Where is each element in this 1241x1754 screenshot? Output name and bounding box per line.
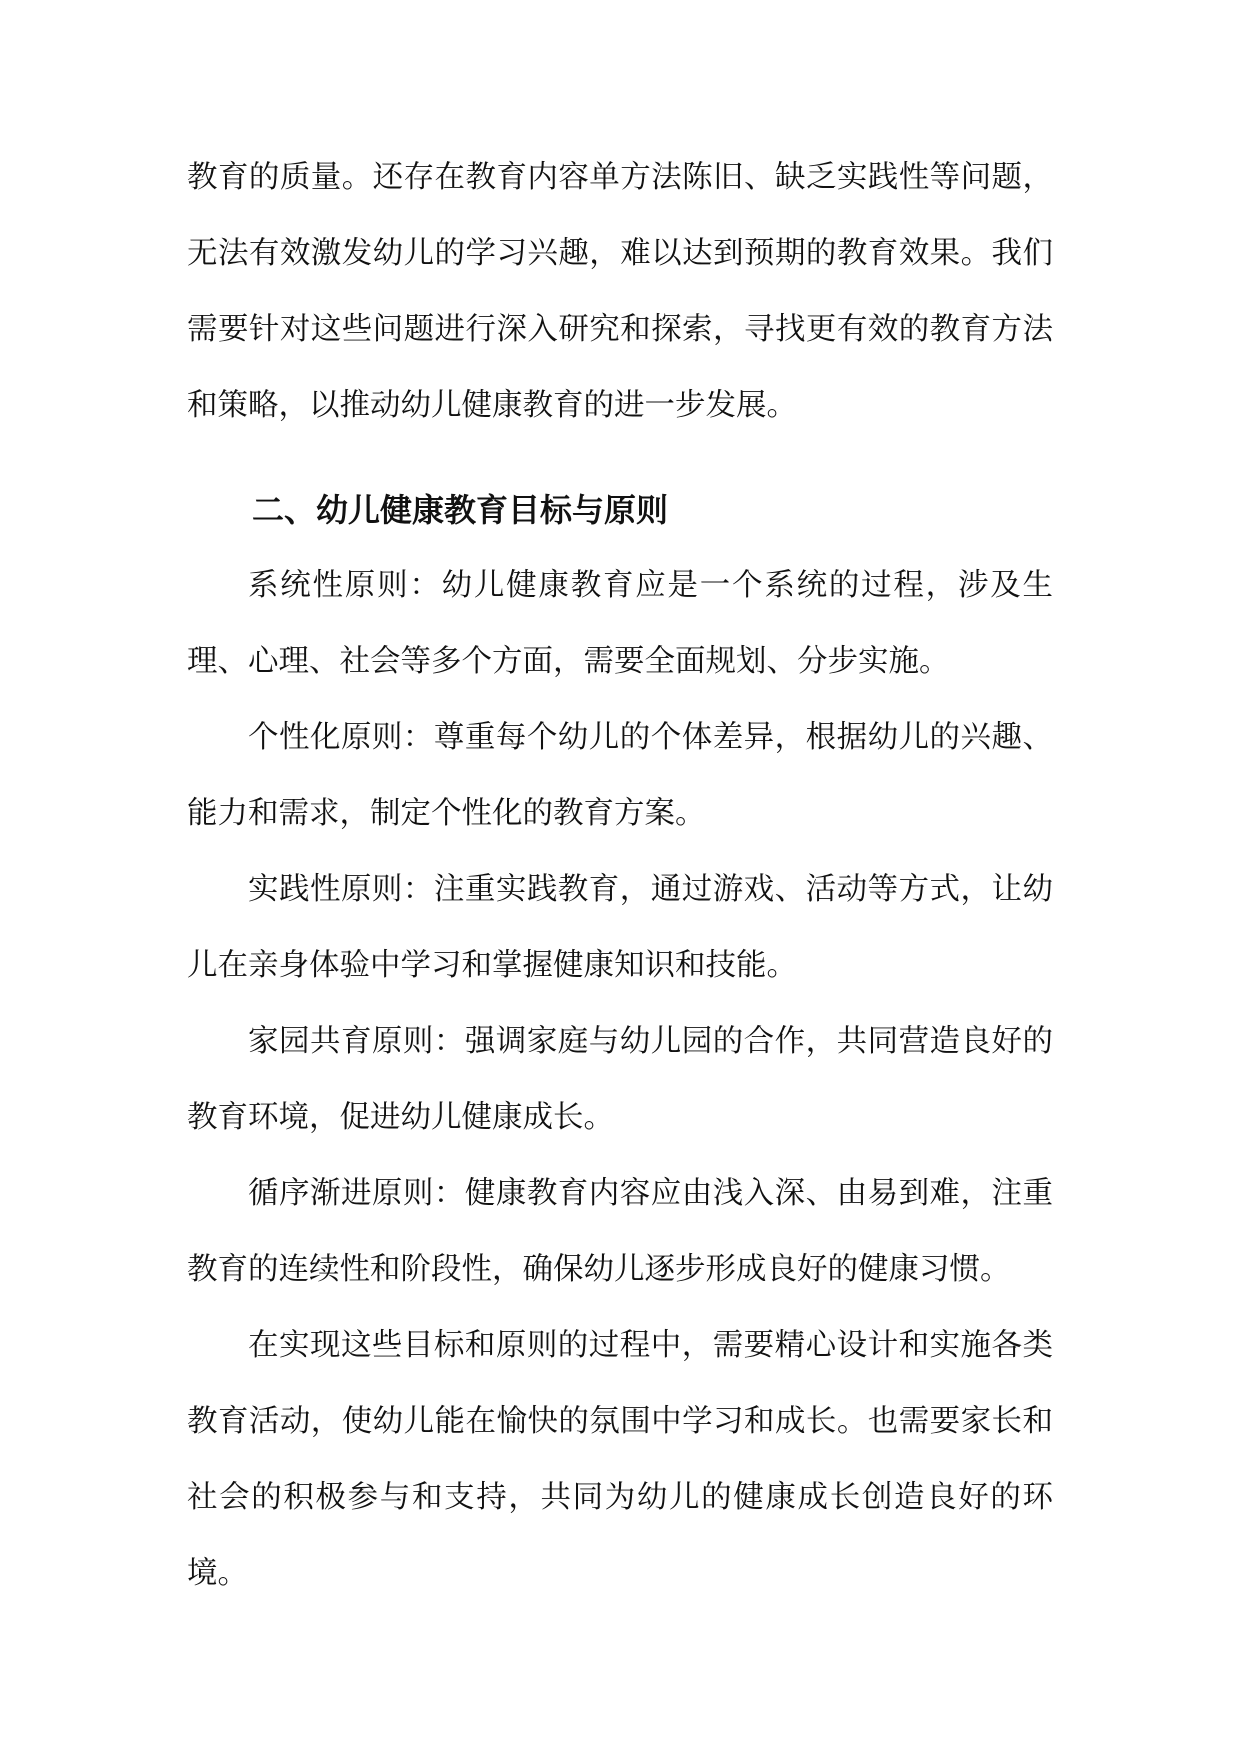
principle-paragraph: 个性化原则：尊重每个幼儿的个体差异，根据幼儿的兴趣、能力和需求，制定个性化的教育方案。 bbox=[187, 720, 1053, 831]
principle-paragraph: 循序渐进原则：健康教育内容应由浅入深、由易到难，注重教育的连续性和阶段性，确保幼儿逐步形成良好的健康习惯。 bbox=[187, 1176, 1053, 1287]
principle-paragraph: 系统性原则：幼儿健康教育应是一个系统的过程，涉及生理、心理、社会等多个方面，需要全面规划、分步实施。 bbox=[187, 568, 1053, 679]
principle-paragraph: 家园共育原则：强调家庭与幼儿园的合作，共同营造良好的教育环境，促进幼儿健康成长。 bbox=[187, 1024, 1053, 1135]
principle-paragraph: 实践性原则：注重实践教育，通过游戏、活动等方式，让幼儿在亲身体验中学习和掌握健康知识和技能。 bbox=[187, 872, 1053, 983]
closing-paragraph: 在实现这些目标和原则的过程中，需要精心设计和实施各类教育活动，使幼儿能在愉快的氛围中学习和成长。也需要家长和社会的积极参与和支持，共同为幼儿的健康成长创造良好的环境。 bbox=[187, 1328, 1053, 1591]
intro-paragraph: 教育的质量。还存在教育内容单方法陈旧、缺乏实践性等问题，无法有效激发幼儿的学习兴趣，难以达到预期的教育效果。我们需要针对这些问题进行深入研究和探索，寻找更有效的教育方法和策略，以推动幼儿健康教育的进一步发展。 bbox=[187, 160, 1053, 423]
document-body bbox=[187, 140, 1053, 1612]
section-heading: 二、幼儿健康教育目标与原则 bbox=[252, 491, 669, 529]
